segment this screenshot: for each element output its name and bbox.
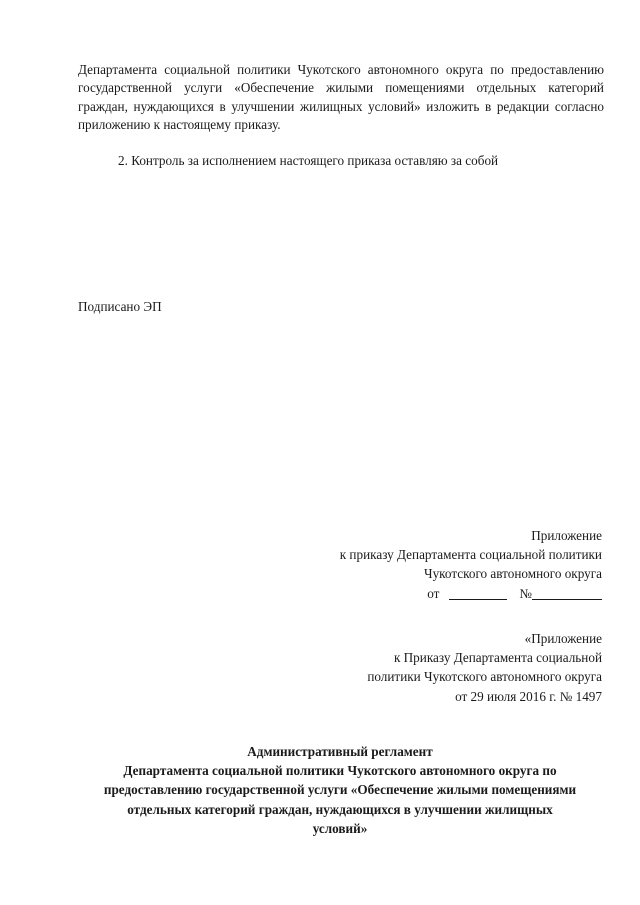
previous-appendix-date: от 29 июля 2016 г. № 1497 [455, 688, 602, 704]
date-blank [449, 586, 507, 600]
title-line-1: Административный регламент [247, 744, 433, 759]
number-blank [532, 586, 602, 600]
title-line-5: условий» [312, 820, 368, 836]
number-label: № [519, 585, 532, 601]
title-line-3: предоставлению государственной услуги «Обеспечение жилыми помещениями [103, 782, 577, 798]
previous-appendix-order-ref: к Приказу Департамента социальной [393, 650, 602, 666]
date-label: от [427, 585, 440, 601]
title-line-2: Департамента социальной политики Чукотского автономного округа по [123, 763, 557, 779]
appendix-title: Приложение [531, 528, 602, 543]
intro-paragraph: Департамента социальной политики Чукотского автономного округа по предоставлению государственной услуги «Обеспечение жилыми помещениями отдельных категорий граждан, нуждающихся в улучшении жилищных условий» изложить в редакции согласно приложению к настоящему приказу. [78, 62, 604, 133]
title-line-4: отдельных категорий граждан, нуждающихся в улучшении жилищных [127, 801, 553, 817]
previous-appendix-title: «Приложение [524, 631, 602, 646]
appendix-date-number-line [340, 584, 602, 603]
previous-appendix-region: политики Чукотского автономного округа [367, 669, 602, 685]
control-paragraph: 2. Контроль за исполнением настоящего приказа оставляю за собой [118, 153, 499, 168]
appendix-region: Чукотского автономного округа [424, 566, 602, 582]
regulation-title [70, 742, 610, 838]
previous-appendix-header [367, 629, 602, 706]
appendix-order-ref: к приказу Департамента социальной политики [339, 547, 602, 563]
signature-note: Подписано ЭП [78, 299, 162, 314]
appendix-header [340, 526, 602, 603]
